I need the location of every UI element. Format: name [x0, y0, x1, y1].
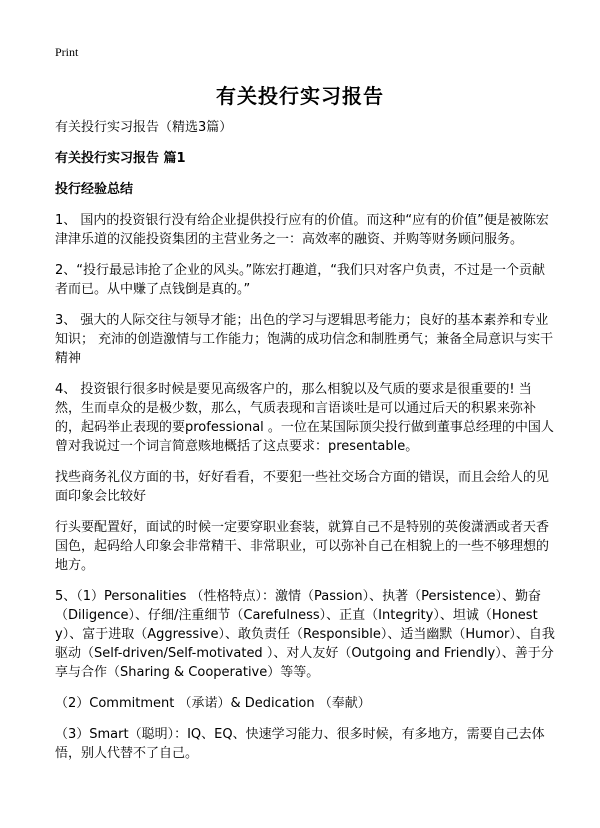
document-body	[55, 118, 555, 775]
document-subtitle: 有关投行实习报告（精选3篇）	[55, 120, 233, 135]
paragraph-3: 3、 强大的人际交往与领导才能；出色的学习与逻辑思考能力；良好的基本素养和专业知识； 充沛的创造激情与工作能力；饱满的成功信念和制胜勇气；兼备全局意识与实干精神	[55, 313, 554, 366]
print-label: Print	[55, 45, 79, 59]
paragraph-9: （3）Smart（聪明）：IQ、EQ、快速学习能力、很多时候，有多地方，需要自己去体悟，别人代替不了自己。	[55, 727, 545, 761]
document-title: 有关投行实习报告	[216, 84, 384, 108]
paragraph-1: 1、 国内的投资银行没有给企业提供投行应有的价值。而这种“应有的价值”便是被陈宏津津乐道的汉能投资集团的主营业务之一：高效率的融资、并购等财务顾问服务。	[55, 213, 549, 247]
paragraph-8: （2）Commitment （承诺）& Dedication （奉献）	[55, 696, 371, 711]
paragraph-4: 4、 投资银行很多时候是要见高级客户的，那么相貌以及气质的要求是很重要的! 当然，生而卓众的是极少数，那么，气质表现和言语谈吐是可以通过后天的积累来弥补的，起码举止表现的要professional 。一位在某国际顶尖投行做到董事总经理的中国人曾对我说过一个词言简意赅地概括了这点要求：presentable。	[55, 382, 554, 454]
section-heading: 有关投行实习报告 篇1	[55, 151, 186, 166]
paragraph-5: 找些商务礼仪方面的书，好好看看，不要犯一些社交场合方面的错误，而且会给人的见面印象会比较好	[55, 470, 550, 504]
paragraph-6: 行头要配置好，面试的时候一定要穿职业套装，就算自己不是特别的英俊潇洒或者天香国色，起码给人印象会非常精干、非常职业，可以弥补自己在相貌上的一些不够理想的地方。	[55, 520, 550, 573]
sub-heading: 投行经验总结	[55, 182, 134, 197]
paragraph-2: 2、“投行最忌讳抢了企业的风头。”陈宏打趣道，“我们只对客户负责，不过是一个贡献者而已。从中赚了点钱倒是真的。”	[55, 263, 545, 297]
paragraph-7: 5、（1）Personalities （性格特点）：激情（Passion）、执著（Persistence）、勤奋（Diligence）、仔细/注重细节（Carefulness）、正直（Integrity）、坦诚（Honesty）、富于进取（Aggressive）、敢负责任（Responsible）、适当幽默（Humor）、自我驱动（Self-driven/Self-motivated ）、对人友好（Outgoing and Friendly）、善于分享与合作（Sharing & Cooperative）等等。	[55, 589, 555, 680]
